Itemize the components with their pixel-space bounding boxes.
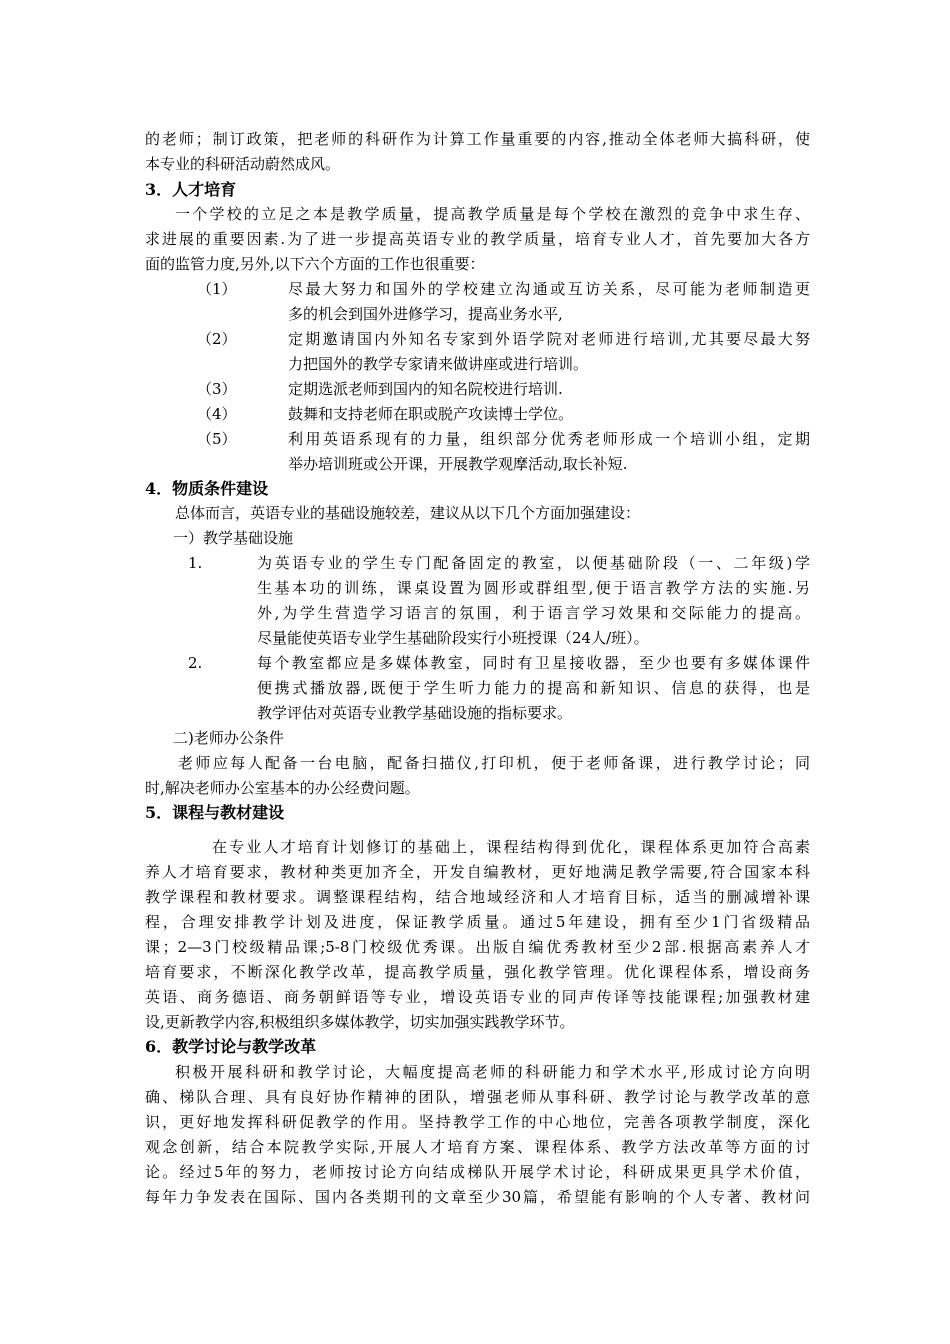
body-text-line: 在专业人才培育计划修订的基础上，课程结构得到优化，课程体系更加符合高素: [212, 838, 810, 856]
body-text-line: 课；2—3门校级精品课;5-8门校级优秀课。出版自编优秀教材至少2部.根据高素养人才: [145, 938, 810, 956]
list-item-text: 举办培训班或公开课，开展教学观摩活动,取长补短.: [288, 455, 628, 473]
list-item-text: 力把国外的教学专家请来做讲座或进行培训。: [288, 355, 589, 373]
list-item-number: （4）: [197, 405, 237, 423]
list-item-text: 鼓舞和支持老师在职或脱产攻读博士学位。: [288, 405, 574, 423]
subsection-title: 二)老师办公条件: [173, 729, 284, 747]
body-text-line: 求进展的重要因素.为了进一步提高英语专业的教学质量，培育专业人才，首先要加大各方: [145, 230, 810, 248]
list-item-text: 定期邀请国内外知名专家到外语学院对老师进行培训,尤其要尽最大努: [288, 330, 810, 348]
body-text-line: 英语、商务德语、商务朝鲜语等专业，增设英语专业的同声传译等技能课程;加强教材建: [145, 988, 810, 1006]
list-item-text: 教学评估对英语专业教学基础设施的指标要求。: [257, 704, 573, 722]
body-text-line: 养人才培育要求，教材种类更加齐全，开发自编教材，更好地满足教学需要,符合国家本科: [145, 863, 810, 881]
body-text-line: 论。经过5年的努力，老师按讨论方向结成梯队开展学术讨论，科研成果更具学术价值，: [145, 1163, 810, 1181]
body-text-line: 教学课程和教材要求。调整课程结构，结合地域经济和人才培育目标，适当的删减增补课: [145, 888, 810, 906]
list-item-text: 外,为学生营造学习语言的氛围，利于语言学习效果和交际能力的提高。: [257, 604, 810, 622]
list-item-text: 利用英语系现有的力量，组织部分优秀老师形成一个培训小组，定期: [288, 430, 810, 448]
body-text-line: 每年力争发表在国际、国内各类期刊的文章至少30篇，希望能有影响的个人专著、教材问: [145, 1188, 810, 1206]
body-text-line: 总体而言，英语专业的基础设施较差，建议从以下几个方面加强建设：: [175, 504, 641, 522]
body-text-line: 识，更好地发挥科研促教学的作用。坚持教学工作的中心地位，完善各项教学制度，深化: [145, 1113, 810, 1131]
list-item-text: 尽量能使英语专业学生基础阶段实行小班授课（24人/班）。: [257, 629, 649, 647]
list-item-text: 每个教室都应是多媒体教室，同时有卫星接收器，至少也要有多媒体课件: [257, 654, 810, 672]
body-text-line: 观念创新，结合本院教学实际,开展人才培育方案、课程体系、教学方法改革等方面的讨: [145, 1138, 810, 1156]
section-heading-5: 5．课程与教材建设: [145, 803, 285, 822]
body-text-line: 培育要求，不断深化教学改革，提高教学质量，强化教学管理。优化课程体系，增设商务: [145, 963, 810, 981]
list-item-number: 2.: [188, 654, 203, 672]
list-item-text: 为英语专业的学生专门配备固定的教室，以便基础阶段（一、二年级)学: [257, 554, 810, 572]
list-item-number: （2）: [197, 330, 237, 348]
body-text-line: 时,解决老师办公室基本的办公经费问题。: [145, 779, 420, 797]
list-item-text: 多的机会到国外进修学习，提高业务水平,: [288, 305, 563, 323]
body-text-line: 积极开展科研和教学讨论，大幅度提高老师的科研能力和学术水平,形成讨论方向明: [175, 1063, 810, 1081]
list-item-number: （5）: [197, 430, 237, 448]
body-text-line: 老师应每人配备一台电脑，配备扫描仪,打印机，便于老师备课，进行教学讨论；同: [178, 754, 810, 772]
list-item-text: 便携式播放器,既便于学生听力能力的提高和新知识、信息的获得，也是: [257, 679, 810, 697]
list-item-text: 尽最大努力和国外的学校建立沟通或互访关系，尽可能为老师制造更: [288, 280, 810, 298]
section-heading-6: 6．教学讨论与教学改革: [145, 1037, 317, 1056]
list-item-number: （1）: [197, 280, 237, 298]
body-text-line: 确、梯队合理、具有良好协作精神的团队，增强老师从事科研、教学讨论与教学改革的意: [145, 1088, 810, 1106]
body-text-line: 的老师；制订政策，把老师的科研作为计算工作量重要的内容,推动全体老师大搞科研，使: [145, 130, 810, 148]
list-item-text: 生基本功的训练，课桌设置为圆形或群组型,便于语言教学方法的实施.另: [257, 579, 810, 597]
list-item-number: （3）: [197, 380, 237, 398]
body-text-line: 一个学校的立足之本是教学质量，提高教学质量是每个学校在激烈的竞争中求生存、: [175, 205, 810, 223]
body-text-line: 面的监管力度,另外,以下六个方面的工作也很重要：: [145, 255, 485, 273]
body-text-line: 设,更新教学内容,积极组织多媒体教学，切实加强实践教学环节。: [145, 1013, 575, 1031]
section-heading-4: 4．物质条件建设: [145, 479, 269, 498]
body-text-line: 本专业的科研活动蔚然成风。: [145, 155, 341, 173]
list-item-text: 定期选派老师到国内的知名院校进行培训.: [288, 380, 563, 398]
body-text-line: 程，合理安排教学计划及进度，保证教学质量。通过5年建设，拥有至少1门省级精品: [145, 913, 810, 931]
section-heading-3: 3．人才培育: [145, 180, 237, 199]
subsection-title: 一）教学基础设施: [173, 529, 294, 547]
list-item-number: 1.: [188, 554, 203, 572]
